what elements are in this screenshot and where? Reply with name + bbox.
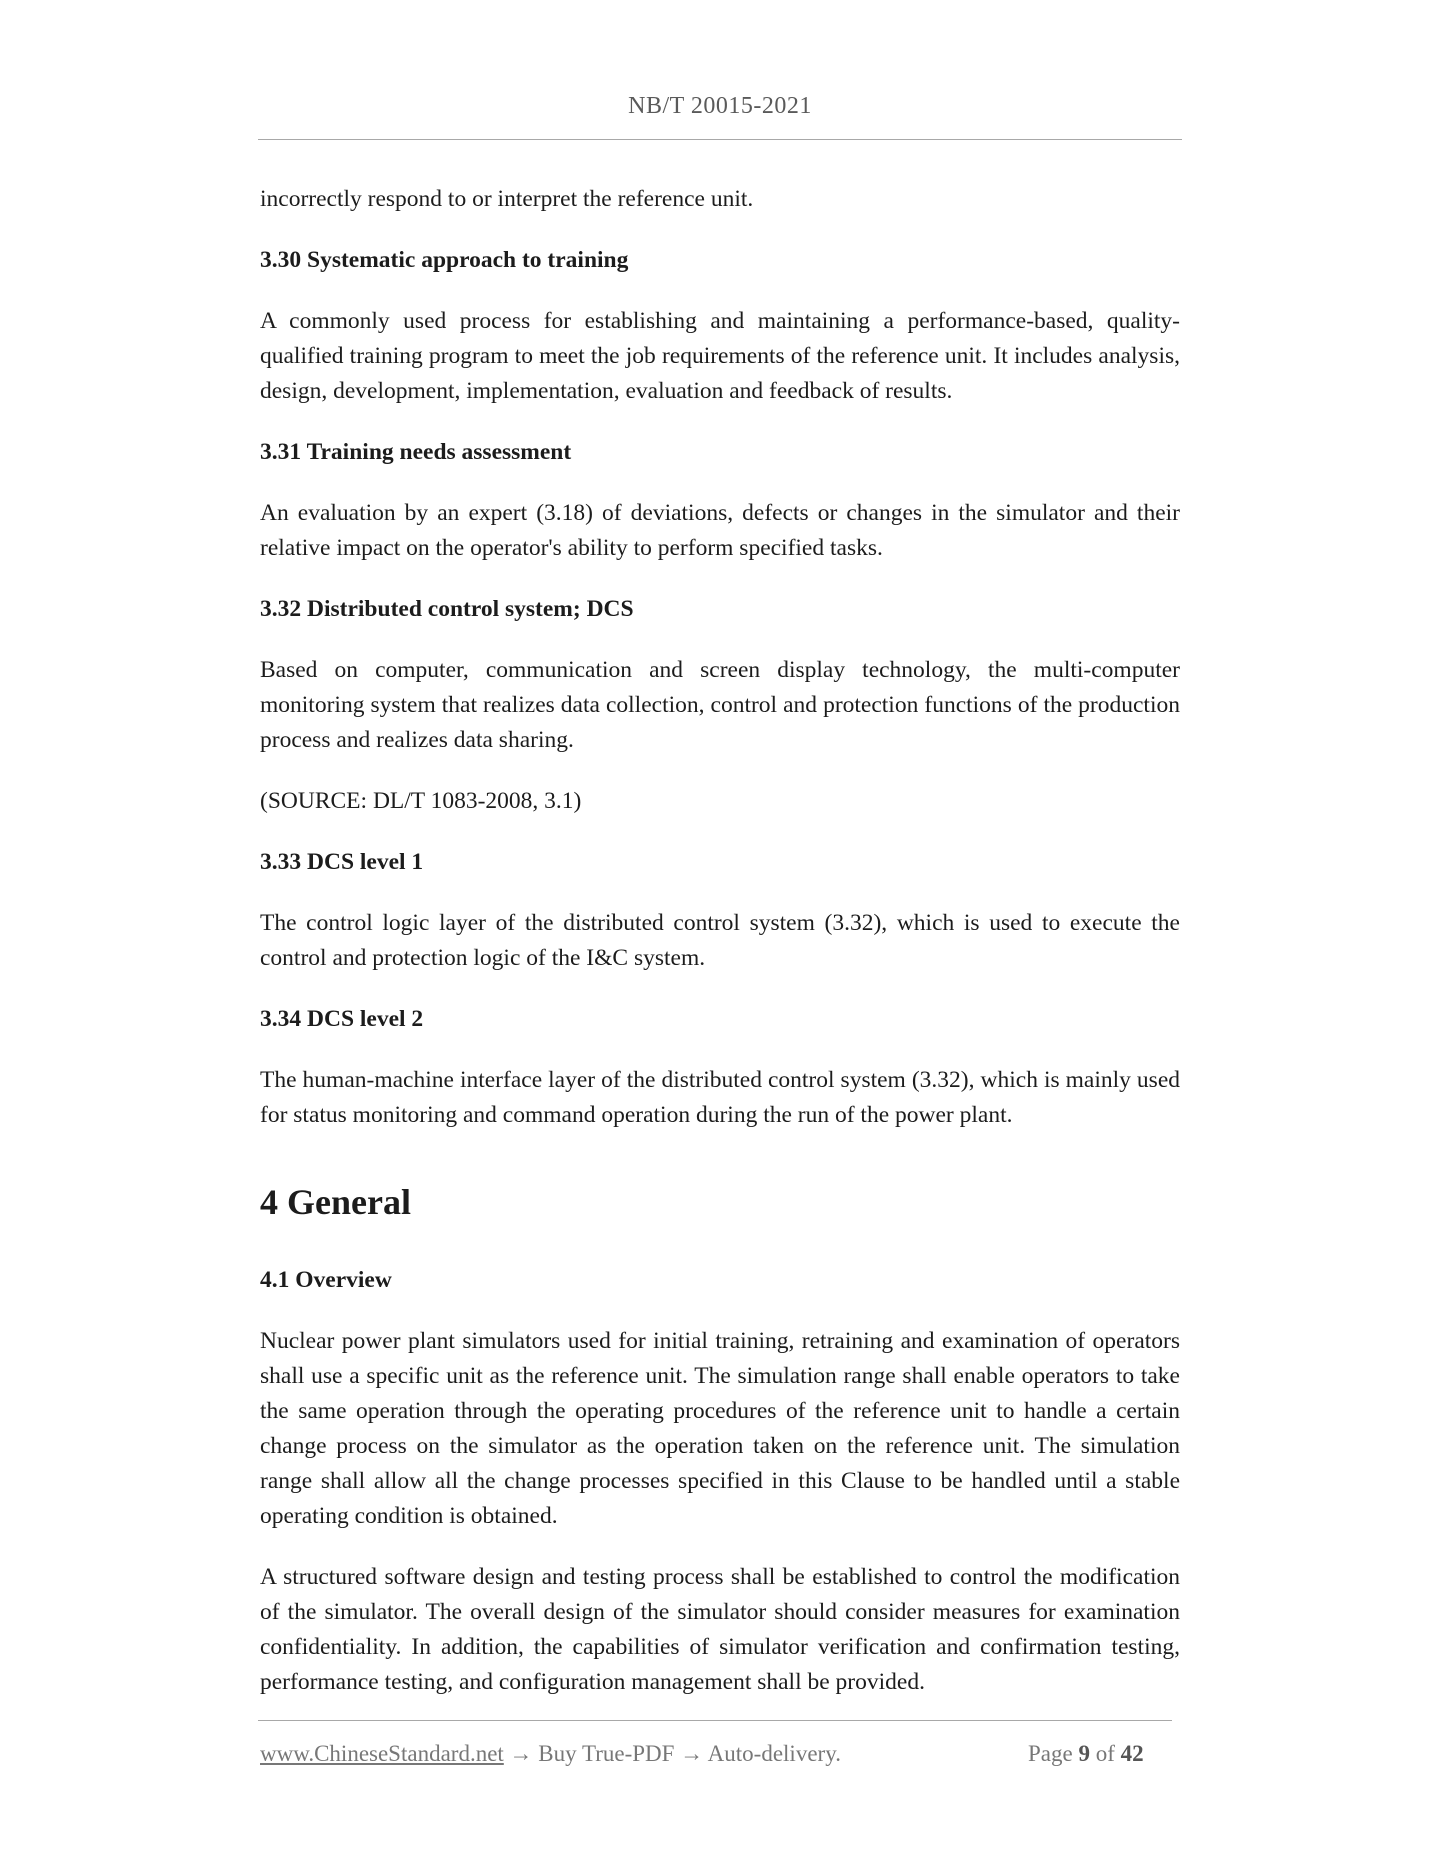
section-3-30-title: 3.30 Systematic approach to training	[260, 247, 629, 273]
of-label: of	[1095, 1741, 1115, 1766]
page-current: 9	[1078, 1741, 1090, 1766]
section-3-32-body: Based on computer, communication and screen display technology, the multi-computer monitoring system that realizes data collection, control and protection functions of the production process and realizes data sharing.	[260, 657, 1180, 753]
page-header-standard-code: NB/T 20015-2021	[628, 93, 812, 119]
page-total: 42	[1120, 1741, 1144, 1766]
section-4-1-paragraph-2: A structured software design and testing process shall be established to control the modification of the simulator. The overall design of the simulator should consider measures for examination confidentiality. In addition, the capabilities of simulator verification and confirmation testing, performance testing, and configuration management shall be provided.	[260, 1564, 1180, 1695]
section-4-1-title: 4.1 Overview	[260, 1267, 392, 1293]
footer-buy-text: Buy True-PDF	[538, 1741, 675, 1766]
section-3-31-body: An evaluation by an expert (3.18) of deviations, defects or changes in the simulator and their relative impact on the operator's ability to perform specified tasks.	[260, 500, 1180, 561]
arrow-right-icon: →	[680, 1741, 704, 1766]
footer-delivery-text: Auto-delivery.	[707, 1741, 841, 1766]
section-4-1-paragraph-1: Nuclear power plant simulators used for initial training, retraining and examination of operators shall use a specific unit as the reference unit. The simulation range shall enable operators to take the same operation through the operating procedures of the reference unit to handle a certain change process on the simulator as the operation taken on the reference unit. The simulation range shall allow all the change processes specified in this Clause to be handled until a stable operating condition is obtained.	[260, 1328, 1180, 1529]
footer-divider	[258, 1720, 1172, 1721]
section-3-30-body: A commonly used process for establishing and maintaining a performance-based, quality-qualified training program to meet the job requirements of the reference unit. It includes analysis, design, development, implementation, evaluation and feedback of results.	[260, 308, 1180, 404]
clause-4-title: 4 General	[260, 1182, 411, 1222]
footer-website-link[interactable]: www.ChineseStandard.net	[260, 1741, 504, 1766]
header-divider	[258, 139, 1182, 140]
section-3-31-title: 3.31 Training needs assessment	[260, 439, 572, 465]
continuation-paragraph: incorrectly respond to or interpret the reference unit.	[260, 186, 754, 212]
section-3-32-title: 3.32 Distributed control system; DCS	[260, 596, 634, 622]
footer-promo	[260, 1741, 841, 1767]
page-indicator	[1028, 1741, 1144, 1767]
section-3-33-body: The control logic layer of the distributed control system (3.32), which is used to execute the control and protection logic of the I&C system.	[260, 910, 1180, 971]
arrow-right-icon: →	[509, 1741, 533, 1766]
section-3-32-source: (SOURCE: DL/T 1083-2008, 3.1)	[260, 788, 582, 814]
section-3-33-title: 3.33 DCS level 1	[260, 849, 424, 875]
section-3-34-body: The human-machine interface layer of the distributed control system (3.32), which is mainly used for status monitoring and command operation during the run of the power plant.	[260, 1067, 1180, 1128]
section-3-34-title: 3.34 DCS level 2	[260, 1006, 424, 1032]
page-label: Page	[1028, 1741, 1073, 1766]
